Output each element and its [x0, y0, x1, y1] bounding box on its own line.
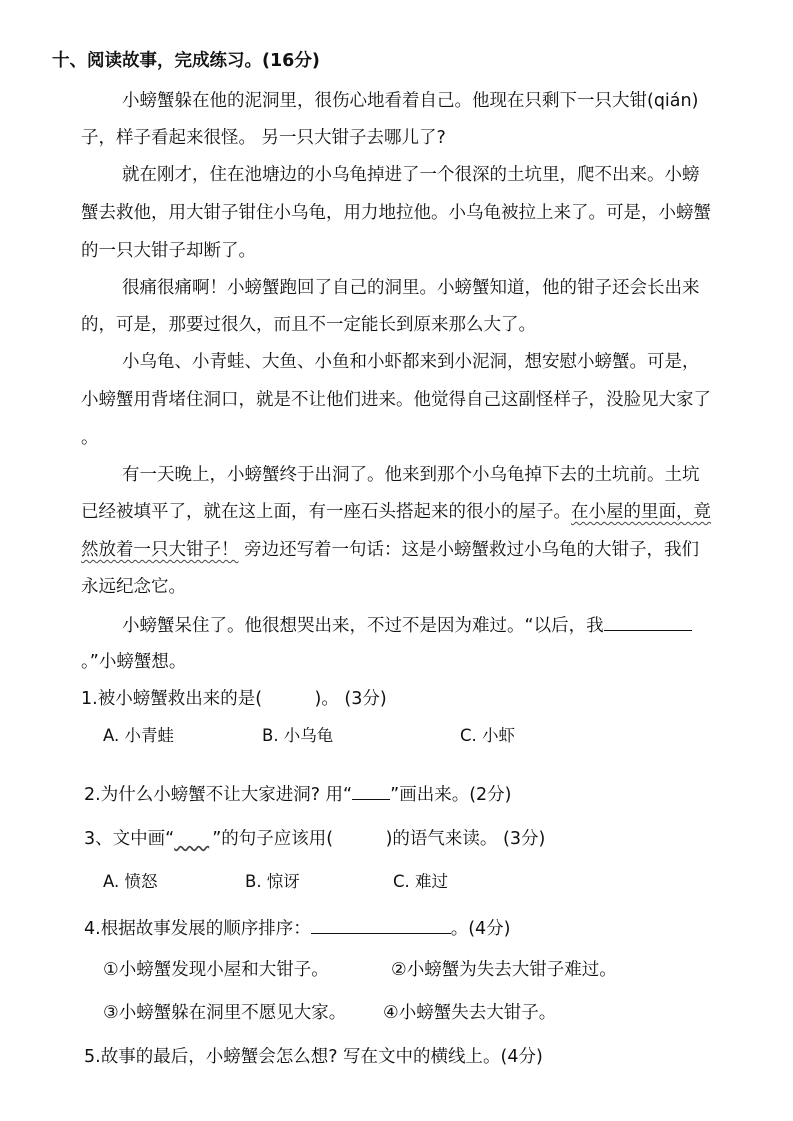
passage-text: 旁边还写着一句话：这是小螃蟹救过小乌龟的大钳子，我们	[238, 540, 700, 560]
passage-line: 就在刚才，住在池塘边的小乌龟掉进了一个很深的土坑里，爬不出来。小螃	[122, 165, 700, 185]
q3-option-b[interactable]: B. 惊讶	[245, 872, 300, 891]
passage-line	[81, 500, 711, 524]
passage-line: 的一只大钳子却断了。	[81, 241, 256, 261]
order-answer-blank[interactable]	[311, 915, 451, 934]
question-3	[84, 827, 545, 851]
question-1: 1.被小螃蟹救出来的是( )。 (3分)	[81, 689, 387, 709]
passage-line	[122, 612, 692, 638]
straight-line-mark	[352, 785, 390, 800]
q4-item-3: ③小螃蟹躲在洞里不愿见大家。	[103, 1003, 347, 1023]
passage-text: 已经被填平了，就在这上面，有一座石头搭起来的很小的屋子。	[81, 502, 571, 522]
passage-line: 永远纪念它。	[81, 577, 186, 597]
passage-line: 小乌龟、小青蛙、大鱼、小鱼和小虾都来到小泥洞，想安慰小螃蟹。可是，	[122, 352, 700, 372]
q4-text: 4.根据故事发展的顺序排序：	[84, 919, 311, 939]
q3-text: 3、文中画“	[84, 829, 175, 849]
wavy-underlined-sentence: 然放着一只大钳子！	[81, 540, 239, 560]
passage-line: 很痛很痛啊！小螃蟹跑回了自己的洞里。小螃蟹知道，他的钳子还会长出来	[122, 278, 700, 298]
section-title: 十、阅读故事，完成练习。(16分)	[52, 51, 320, 71]
q3-option-c[interactable]: C. 难过	[393, 872, 449, 891]
q4-item-2: ②小螃蟹为失去大钳子难过。	[391, 960, 617, 980]
passage-line: 的，可是，那要过很久，而且不一定能长到原来那么大了。	[81, 315, 536, 335]
passage-line: 小螃蟹用背堵住洞口，就是不让他们进来。他觉得自己这副怪样子，没脸见大家了	[81, 390, 711, 410]
passage-line	[81, 538, 699, 562]
question-5: 5.故事的最后，小螃蟹会怎么想? 写在文中的横线上。(4分)	[84, 1047, 543, 1067]
q2-text: ”画出来。(2分)	[390, 785, 512, 805]
q2-text: 2.为什么小螃蟹不让大家进洞? 用“	[84, 785, 353, 805]
question-2	[84, 783, 511, 807]
passage-line: 子，样子看起来很怪。 另一只大钳子去哪儿了?	[81, 128, 446, 148]
passage-line: 。	[81, 428, 99, 448]
q1-option-b[interactable]: B. 小乌龟	[262, 726, 334, 745]
q4-item-1: ①小螃蟹发现小屋和大钳子。	[103, 960, 329, 980]
passage-line: 。”小螃蟹想。	[81, 652, 187, 672]
passage-line: 蟹去救他，用大钳子钳住小乌龟，用力地拉他。小乌龟被拉上来了。可是，小螃蟹	[81, 203, 711, 223]
wavy-line-mark	[174, 827, 212, 841]
passage-line: 小螃蟹躲在他的泥洞里，很伤心地看着自己。他现在只剩下一只大钳(qián)	[122, 91, 699, 111]
q4-text: 。(4分)	[450, 919, 511, 939]
q4-item-4: ④小螃蟹失去大钳子。	[383, 1003, 557, 1023]
question-4	[84, 915, 511, 941]
passage-text: 小螃蟹呆住了。他很想哭出来，不过不是因为难过。“以后，我	[122, 616, 604, 636]
wavy-underlined-sentence: 在小屋的里面，竟	[571, 502, 711, 522]
q3-option-a[interactable]: A. 愤怒	[103, 872, 158, 891]
answer-blank[interactable]	[604, 612, 692, 631]
q1-option-c[interactable]: C. 小虾	[460, 726, 516, 745]
passage-line: 有一天晚上，小螃蟹终于出洞了。他来到那个小乌龟掉下去的土坑前。土坑	[122, 465, 700, 485]
q1-option-a[interactable]: A. 小青蛙	[103, 726, 174, 745]
q3-text: ”的句子应该用( )的语气来读。 (3分)	[212, 829, 546, 849]
